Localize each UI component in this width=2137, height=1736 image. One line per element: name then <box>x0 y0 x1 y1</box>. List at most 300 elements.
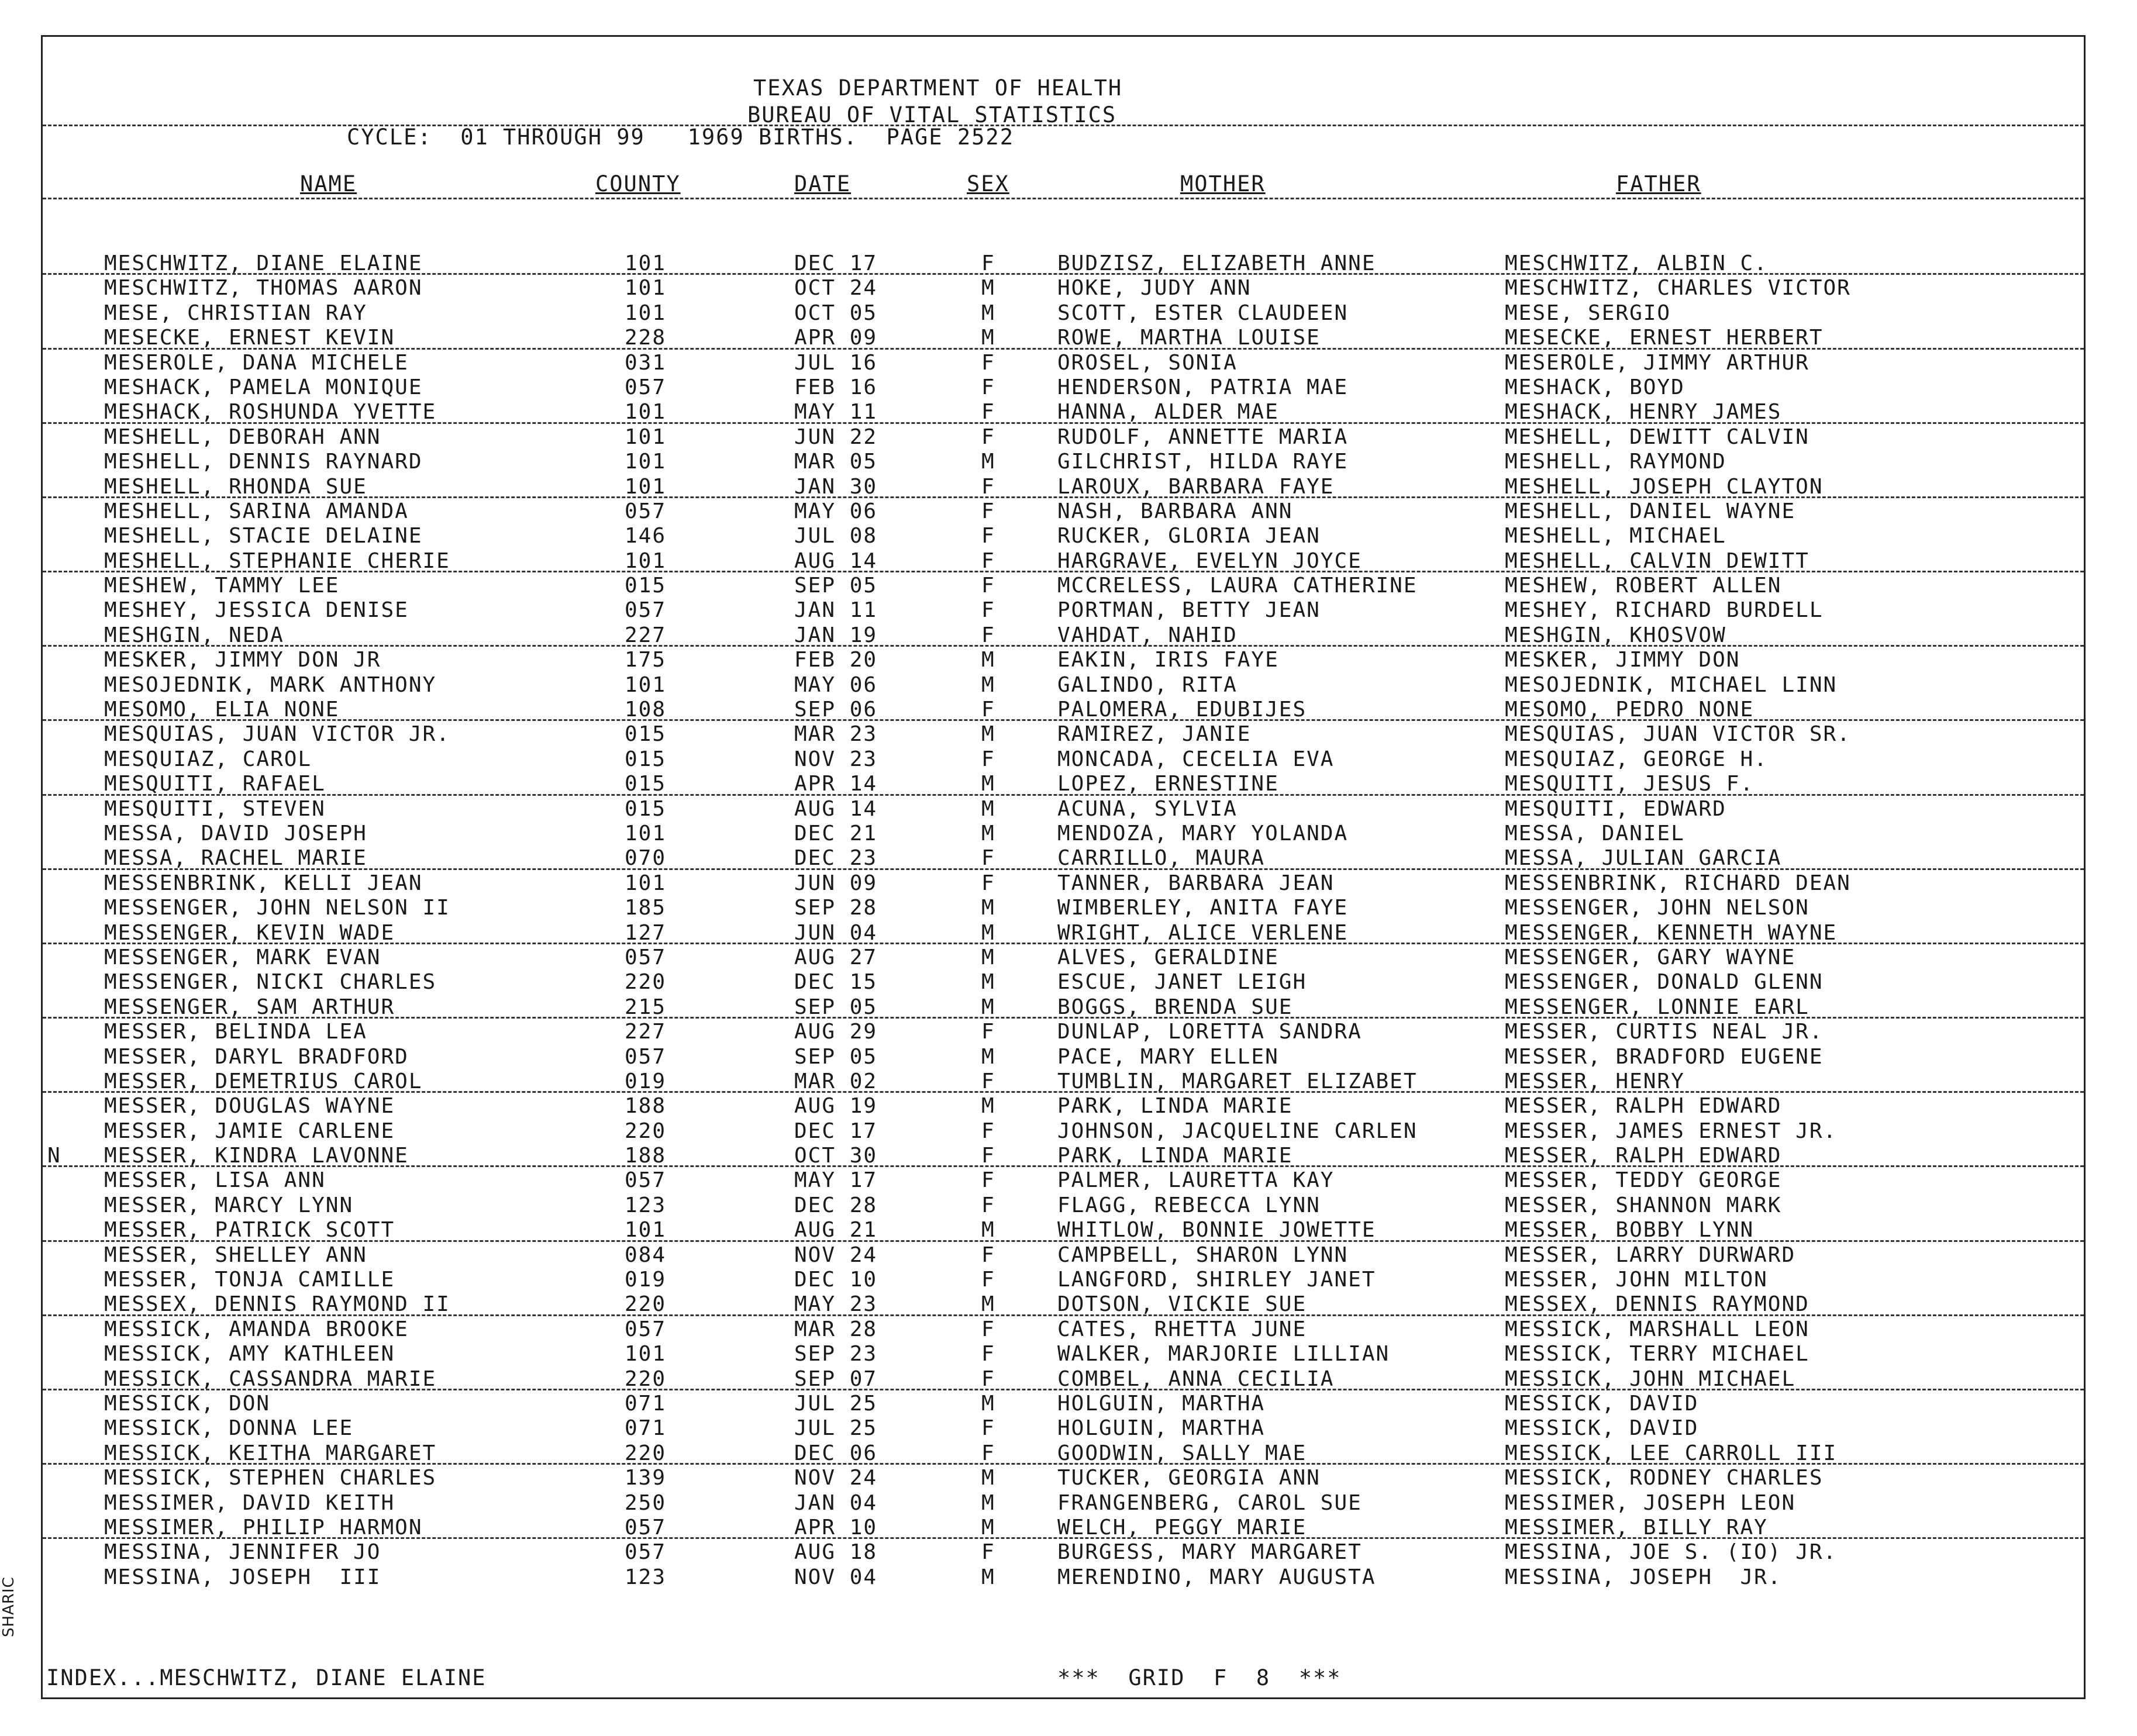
record-name: MESHACK, PAMELA MONIQUE <box>104 375 423 399</box>
footer-index: INDEX...MESCHWITZ, DIANE ELAINE <box>46 1665 487 1690</box>
record-date: JUL 25 <box>794 1391 878 1416</box>
record-date: DEC 23 <box>794 846 878 871</box>
record-row <box>43 1019 2084 1043</box>
record-father: MESSA, DANIEL <box>1505 821 1685 845</box>
record-date: MAR 05 <box>794 450 878 474</box>
record-name: MESHGIN, NEDA <box>104 623 284 647</box>
record-sex: M <box>981 1391 995 1416</box>
record-county: 057 <box>625 499 667 523</box>
record-mother: COMBEL, ANNA CECILIA <box>1057 1366 1335 1391</box>
record-date: AUG 21 <box>794 1218 878 1243</box>
record-date: NOV 24 <box>794 1466 878 1490</box>
record-row <box>43 771 2084 795</box>
record-date: JUN 22 <box>794 424 878 449</box>
record-mother: ESCUE, JANET LEIGH <box>1057 970 1307 995</box>
record-county: 175 <box>625 648 667 672</box>
record-father: MESSER, BOBBY LYNN <box>1505 1218 1755 1243</box>
record-mother: BURGESS, MARY MARGARET <box>1057 1540 1362 1565</box>
record-name: MESSENGER, MARK EVAN <box>104 945 381 969</box>
record-date: DEC 17 <box>794 251 878 275</box>
record-sex: M <box>981 945 995 969</box>
record-county: 220 <box>625 1119 667 1143</box>
record-row <box>43 1490 2084 1514</box>
record-name: MESSA, DAVID JOSEPH <box>104 821 367 845</box>
record-mother: MENDOZA, MARY YOLANDA <box>1057 821 1349 845</box>
record-row <box>43 1316 2084 1341</box>
record-mother: PACE, MARY ELLEN <box>1057 1044 1279 1069</box>
record-county: 220 <box>625 1292 667 1317</box>
record-county: 071 <box>625 1391 667 1416</box>
record-father: MESHELL, JOSEPH CLAYTON <box>1505 474 1824 499</box>
record-name: MESSER, DOUGLAS WAYNE <box>104 1094 395 1119</box>
record-county: 215 <box>625 995 667 1019</box>
record-mother: RAMIREZ, JANIE <box>1057 722 1252 747</box>
record-date: MAR 02 <box>794 1069 878 1093</box>
record-date: JUN 09 <box>794 871 878 895</box>
record-name: MESSICK, DONNA LEE <box>104 1416 354 1441</box>
record-mother: WIMBERLEY, ANITA FAYE <box>1057 896 1349 920</box>
record-date: NOV 24 <box>794 1243 878 1267</box>
record-county: 101 <box>625 251 667 275</box>
record-name: MESSIMER, PHILIP HARMON <box>104 1515 423 1540</box>
column-header-name: NAME <box>300 171 357 196</box>
record-name: MESHACK, ROSHUNDA YVETTE <box>104 400 437 424</box>
record-row <box>43 944 2084 969</box>
record-date: AUG 14 <box>794 796 878 821</box>
record-mother: BOGGS, BRENDA SUE <box>1057 995 1293 1019</box>
record-mother: MERENDINO, MARY AUGUSTA <box>1057 1565 1376 1589</box>
record-row <box>43 1366 2084 1390</box>
record-name: MESSER, DARYL BRADFORD <box>104 1044 409 1069</box>
record-name: MESSER, TONJA CAMILLE <box>104 1268 395 1292</box>
record-county: 057 <box>625 1317 667 1341</box>
record-father: MESSIMER, JOSEPH LEON <box>1505 1490 1796 1515</box>
record-county: 220 <box>625 970 667 995</box>
record-sex: F <box>981 474 995 499</box>
record-row <box>43 597 2084 622</box>
record-row <box>43 746 2084 771</box>
record-father: MESSICK, DAVID <box>1505 1416 1699 1441</box>
record-name: MESSER, LISA ANN <box>104 1168 326 1193</box>
record-name: MESHELL, DENNIS RAYNARD <box>104 450 423 474</box>
record-county: 101 <box>625 301 667 325</box>
record-row <box>43 300 2084 325</box>
record-row <box>43 920 2084 944</box>
record-row <box>43 448 2084 473</box>
record-row <box>43 1118 2084 1143</box>
record-father: MESQUIAS, JUAN VICTOR SR. <box>1505 722 1851 747</box>
record-county: 127 <box>625 920 667 945</box>
record-name: MESQUIAZ, CAROL <box>104 747 312 771</box>
record-date: DEC 21 <box>794 821 878 845</box>
record-name: MESSENBRINK, KELLI JEAN <box>104 871 423 895</box>
record-name: MESHELL, DEBORAH ANN <box>104 424 381 449</box>
record-sex: F <box>981 747 995 771</box>
record-row <box>43 969 2084 993</box>
record-sex: M <box>981 1490 995 1515</box>
record-sex: F <box>981 623 995 647</box>
record-name: MESSENGER, JOHN NELSON II <box>104 896 450 920</box>
record-county: 220 <box>625 1366 667 1391</box>
record-date: SEP 23 <box>794 1342 878 1366</box>
record-father: MESSER, LARRY DURWARD <box>1505 1243 1796 1267</box>
record-county: 057 <box>625 945 667 969</box>
record-mother: TUMBLIN, MARGARET ELIZABET <box>1057 1069 1418 1093</box>
record-mother: GALINDO, RITA <box>1057 672 1238 697</box>
record-father: MESEROLE, JIMMY ARTHUR <box>1505 350 1809 375</box>
record-row <box>43 250 2084 275</box>
record-mother: PARK, LINDA MARIE <box>1057 1094 1293 1119</box>
record-name: MESEROLE, DANA MICHELE <box>104 350 409 375</box>
record-row <box>43 498 2084 523</box>
record-date: JUL 25 <box>794 1416 878 1441</box>
side-stamp: SHARIC <box>0 1576 18 1637</box>
column-header-rule <box>43 198 2084 199</box>
record-sex: M <box>981 1094 995 1119</box>
record-name: MESSENGER, KEVIN WADE <box>104 920 395 945</box>
record-county: 101 <box>625 424 667 449</box>
record-name: MESHELL, SARINA AMANDA <box>104 499 409 523</box>
record-sex: M <box>981 1515 995 1540</box>
record-sex: M <box>981 1044 995 1069</box>
record-county: 071 <box>625 1416 667 1441</box>
record-sex: F <box>981 1119 995 1143</box>
record-father: MESSICK, LEE CARROLL III <box>1505 1441 1838 1465</box>
record-row <box>43 820 2084 845</box>
record-mother: RUCKER, GLORIA JEAN <box>1057 524 1321 548</box>
record-name: MESSICK, AMY KATHLEEN <box>104 1342 395 1366</box>
record-mother: PORTMAN, BETTY JEAN <box>1057 598 1321 623</box>
record-mother: WELCH, PEGGY MARIE <box>1057 1515 1307 1540</box>
record-sex: M <box>981 326 995 350</box>
record-date: AUG 19 <box>794 1094 878 1119</box>
record-father: MESSICK, RODNEY CHARLES <box>1505 1466 1824 1490</box>
record-county: 139 <box>625 1466 667 1490</box>
record-mother: CARRILLO, MAURA <box>1057 846 1266 871</box>
record-row <box>43 1291 2084 1316</box>
record-father: MESHELL, DANIEL WAYNE <box>1505 499 1796 523</box>
record-name: MESSENGER, SAM ARTHUR <box>104 995 395 1019</box>
record-name: MESSIMER, DAVID KEITH <box>104 1490 395 1515</box>
record-county: 220 <box>625 1441 667 1465</box>
record-date: NOV 04 <box>794 1565 878 1589</box>
record-sex: M <box>981 896 995 920</box>
record-sex: F <box>981 1416 995 1441</box>
record-row <box>43 796 2084 820</box>
record-row <box>43 845 2084 869</box>
record-sex: M <box>981 821 995 845</box>
record-sex: F <box>981 251 995 275</box>
record-name: MESSICK, STEPHEN CHARLES <box>104 1466 437 1490</box>
column-header-date: DATE <box>794 171 852 196</box>
record-row <box>43 895 2084 919</box>
record-father: MESSINA, JOSEPH JR. <box>1505 1565 1782 1589</box>
record-mother: ROWE, MARTHA LOUISE <box>1057 326 1321 350</box>
record-county: 101 <box>625 400 667 424</box>
record-name: MESCHWITZ, DIANE ELAINE <box>104 251 423 275</box>
birth-records-list <box>43 250 2084 1589</box>
record-father: MESSER, RALPH EDWARD <box>1505 1094 1782 1119</box>
record-father: MESSER, SHANNON MARK <box>1505 1193 1782 1217</box>
record-name: MESCHWITZ, THOMAS AARON <box>104 276 423 301</box>
record-name: MESECKE, ERNEST KEVIN <box>104 326 395 350</box>
record-name: MESSER, KINDRA LAVONNE <box>104 1144 409 1168</box>
record-mother: DOTSON, VICKIE SUE <box>1057 1292 1307 1317</box>
record-county: 101 <box>625 276 667 301</box>
record-row <box>43 399 2084 423</box>
record-father: MESSIMER, BILLY RAY <box>1505 1515 1768 1540</box>
record-father: MESSENGER, JOHN NELSON <box>1505 896 1809 920</box>
record-county: 123 <box>625 1565 667 1589</box>
record-name: MESOMO, ELIA NONE <box>104 698 340 722</box>
record-mother: HOKE, JUDY ANN <box>1057 276 1252 301</box>
record-date: MAY 11 <box>794 400 878 424</box>
record-sex: M <box>981 796 995 821</box>
record-row <box>43 1440 2084 1465</box>
record-father: MESE, SERGIO <box>1505 301 1671 325</box>
record-name: MESQUITI, STEVEN <box>104 796 326 821</box>
record-sex: M <box>981 672 995 697</box>
record-sex: M <box>981 301 995 325</box>
record-county: 108 <box>625 698 667 722</box>
record-father: MESSICK, JOHN MICHAEL <box>1505 1366 1796 1391</box>
record-county: 019 <box>625 1268 667 1292</box>
record-row <box>43 523 2084 547</box>
record-mother: WALKER, MARJORIE LILLIAN <box>1057 1342 1390 1366</box>
record-mother: CAMPBELL, SHARON LYNN <box>1057 1243 1349 1267</box>
record-mother: PALMER, LAURETTA KAY <box>1057 1168 1335 1193</box>
record-sex: F <box>981 1540 995 1565</box>
record-mother: TUCKER, GEORGIA ANN <box>1057 1466 1321 1490</box>
record-name: MESHELL, STEPHANIE CHERIE <box>104 548 450 573</box>
record-row <box>43 275 2084 299</box>
record-row <box>43 1143 2084 1167</box>
record-flag: N <box>47 1144 61 1168</box>
record-county: 057 <box>625 598 667 623</box>
record-county: 227 <box>625 623 667 647</box>
record-name: MESHEY, JESSICA DENISE <box>104 598 409 623</box>
record-mother: HOLGUIN, MARTHA <box>1057 1416 1266 1441</box>
record-sex: F <box>981 1144 995 1168</box>
microfilm-page-frame <box>41 35 2086 1699</box>
record-county: 015 <box>625 747 667 771</box>
record-county: 123 <box>625 1193 667 1217</box>
record-mother: MCCRELESS, LAURA CATHERINE <box>1057 574 1418 598</box>
record-mother: GOODWIN, SALLY MAE <box>1057 1441 1307 1465</box>
record-father: MESSER, TEDDY GEORGE <box>1505 1168 1782 1193</box>
record-row <box>43 1341 2084 1365</box>
record-father: MESSENGER, DONALD GLENN <box>1505 970 1824 995</box>
record-father: MESHELL, CALVIN DEWITT <box>1505 548 1809 573</box>
record-date: NOV 23 <box>794 747 878 771</box>
record-date: MAR 23 <box>794 722 878 747</box>
record-father: MESSER, JOHN MILTON <box>1505 1268 1768 1292</box>
record-row <box>43 1093 2084 1117</box>
record-name: MESSINA, JOSEPH III <box>104 1565 381 1589</box>
record-name: MESSEX, DENNIS RAYMOND II <box>104 1292 450 1317</box>
record-sex: M <box>981 722 995 747</box>
record-date: MAR 28 <box>794 1317 878 1341</box>
record-county: 015 <box>625 796 667 821</box>
column-header-mother: MOTHER <box>1180 171 1266 196</box>
record-father: MESSEX, DENNIS RAYMOND <box>1505 1292 1809 1317</box>
record-row <box>43 870 2084 895</box>
record-sex: F <box>981 499 995 523</box>
record-father: MESQUITI, EDWARD <box>1505 796 1726 821</box>
record-father: MESOJEDNIK, MICHAEL LINN <box>1505 672 1838 697</box>
record-county: 185 <box>625 896 667 920</box>
record-mother: DUNLAP, LORETTA SANDRA <box>1057 1020 1362 1044</box>
record-sex: M <box>981 450 995 474</box>
record-row <box>43 994 2084 1019</box>
footer-grid-reference: *** GRID F 8 *** <box>1057 1665 1342 1690</box>
column-header-father: FATHER <box>1616 171 1701 196</box>
record-name: MESSER, SHELLEY ANN <box>104 1243 367 1267</box>
record-father: MESSICK, DAVID <box>1505 1391 1699 1416</box>
record-row <box>43 1044 2084 1068</box>
record-father: MESOMO, PEDRO NONE <box>1505 698 1755 722</box>
record-county: 101 <box>625 821 667 845</box>
record-sex: M <box>981 772 995 796</box>
record-sex: M <box>981 1292 995 1317</box>
record-father: MESKER, JIMMY DON <box>1505 648 1740 672</box>
record-date: DEC 10 <box>794 1268 878 1292</box>
record-county: 101 <box>625 1218 667 1243</box>
record-sex: F <box>981 1193 995 1217</box>
record-county: 084 <box>625 1243 667 1267</box>
record-sex: F <box>981 871 995 895</box>
record-county: 101 <box>625 672 667 697</box>
record-sex: F <box>981 375 995 399</box>
record-father: MESCHWITZ, CHARLES VICTOR <box>1505 276 1851 301</box>
record-sex: M <box>981 970 995 995</box>
record-name: MESSER, JAMIE CARLENE <box>104 1119 395 1143</box>
record-date: OCT 05 <box>794 301 878 325</box>
record-date: FEB 20 <box>794 648 878 672</box>
record-father: MESSENGER, LONNIE EARL <box>1505 995 1809 1019</box>
record-name: MESSER, BELINDA LEA <box>104 1020 367 1044</box>
record-county: 057 <box>625 1044 667 1069</box>
record-row <box>43 374 2084 399</box>
record-father: MESSENBRINK, RICHARD DEAN <box>1505 871 1851 895</box>
record-mother: LOPEZ, ERNESTINE <box>1057 772 1279 796</box>
record-name: MESSER, DEMETRIUS CAROL <box>104 1069 423 1093</box>
record-name: MESKER, JIMMY DON JR <box>104 648 381 672</box>
record-sex: F <box>981 1441 995 1465</box>
record-date: SEP 06 <box>794 698 878 722</box>
record-row <box>43 1192 2084 1217</box>
record-county: 031 <box>625 350 667 375</box>
record-mother: HANNA, ALDER MAE <box>1057 400 1279 424</box>
record-sex: F <box>981 1020 995 1044</box>
record-county: 070 <box>625 846 667 871</box>
record-name: MESSICK, KEITHA MARGARET <box>104 1441 437 1465</box>
record-date: AUG 29 <box>794 1020 878 1044</box>
record-county: 057 <box>625 375 667 399</box>
record-row <box>43 721 2084 746</box>
record-date: APR 14 <box>794 772 878 796</box>
record-name: MESQUIAS, JUAN VICTOR JR. <box>104 722 450 747</box>
record-father: MESHGIN, KHOSVOW <box>1505 623 1726 647</box>
record-father: MESSENGER, KENNETH WAYNE <box>1505 920 1838 945</box>
record-sex: M <box>981 995 995 1019</box>
record-row <box>43 1068 2084 1093</box>
record-mother: LANGFORD, SHIRLEY JANET <box>1057 1268 1376 1292</box>
record-date: DEC 28 <box>794 1193 878 1217</box>
record-name: MESHELL, RHONDA SUE <box>104 474 367 499</box>
record-sex: F <box>981 424 995 449</box>
record-sex: F <box>981 548 995 573</box>
record-father: MESSER, BRADFORD EUGENE <box>1505 1044 1824 1069</box>
record-county: 228 <box>625 326 667 350</box>
record-name: MESE, CHRISTIAN RAY <box>104 301 367 325</box>
record-name: MESQUITI, RAFAEL <box>104 772 326 796</box>
record-sex: F <box>981 1069 995 1093</box>
record-mother: FRANGENBERG, CAROL SUE <box>1057 1490 1362 1515</box>
record-sex: F <box>981 1168 995 1193</box>
record-father: MESSINA, JOE S. (IO) JR. <box>1505 1540 1838 1565</box>
record-sex: M <box>981 1218 995 1243</box>
record-row <box>43 548 2084 572</box>
record-date: JAN 30 <box>794 474 878 499</box>
record-county: 146 <box>625 524 667 548</box>
record-mother: JOHNSON, JACQUELINE CARLEN <box>1057 1119 1418 1143</box>
record-mother: PALOMERA, EDUBIJES <box>1057 698 1307 722</box>
record-row <box>43 1465 2084 1489</box>
record-row <box>43 474 2084 498</box>
record-mother: SCOTT, ESTER CLAUDEEN <box>1057 301 1349 325</box>
record-sex: F <box>981 1268 995 1292</box>
record-date: DEC 06 <box>794 1441 878 1465</box>
record-date: APR 09 <box>794 326 878 350</box>
record-county: 250 <box>625 1490 667 1515</box>
record-county: 101 <box>625 1342 667 1366</box>
header-cycle: CYCLE: 01 THROUGH 99 1969 BIRTHS. PAGE 2522 <box>347 125 1014 150</box>
record-sex: M <box>981 920 995 945</box>
record-father: MESSICK, TERRY MICHAEL <box>1505 1342 1809 1366</box>
record-county: 057 <box>625 1515 667 1540</box>
record-name: MESHEW, TAMMY LEE <box>104 574 340 598</box>
record-mother: HENDERSON, PATRIA MAE <box>1057 375 1349 399</box>
record-county: 015 <box>625 722 667 747</box>
record-county: 188 <box>625 1094 667 1119</box>
record-name: MESSER, MARCY LYNN <box>104 1193 354 1217</box>
record-row <box>43 1217 2084 1241</box>
record-mother: WRIGHT, ALICE VERLENE <box>1057 920 1349 945</box>
column-header-sex: SEX <box>967 171 1009 196</box>
record-date: MAY 17 <box>794 1168 878 1193</box>
record-date: SEP 07 <box>794 1366 878 1391</box>
record-mother: BUDZISZ, ELIZABETH ANNE <box>1057 251 1376 275</box>
record-mother: NASH, BARBARA ANN <box>1057 499 1293 523</box>
record-father: MESHEW, ROBERT ALLEN <box>1505 574 1782 598</box>
record-father: MESSENGER, GARY WAYNE <box>1505 945 1796 969</box>
record-date: SEP 05 <box>794 574 878 598</box>
record-county: 227 <box>625 1020 667 1044</box>
record-row <box>43 1415 2084 1440</box>
record-name: MESHELL, STACIE DELAINE <box>104 524 423 548</box>
record-name: MESSA, RACHEL MARIE <box>104 846 367 871</box>
record-date: OCT 30 <box>794 1144 878 1168</box>
record-date: AUG 14 <box>794 548 878 573</box>
record-father: MESSICK, MARSHALL LEON <box>1505 1317 1809 1341</box>
header-department: TEXAS DEPARTMENT OF HEALTH <box>753 75 1123 101</box>
record-row <box>43 1242 2084 1266</box>
record-name: MESOJEDNIK, MARK ANTHONY <box>104 672 437 697</box>
record-name: MESSICK, AMANDA BROOKE <box>104 1317 409 1341</box>
record-date: JAN 11 <box>794 598 878 623</box>
record-row <box>43 1514 2084 1539</box>
